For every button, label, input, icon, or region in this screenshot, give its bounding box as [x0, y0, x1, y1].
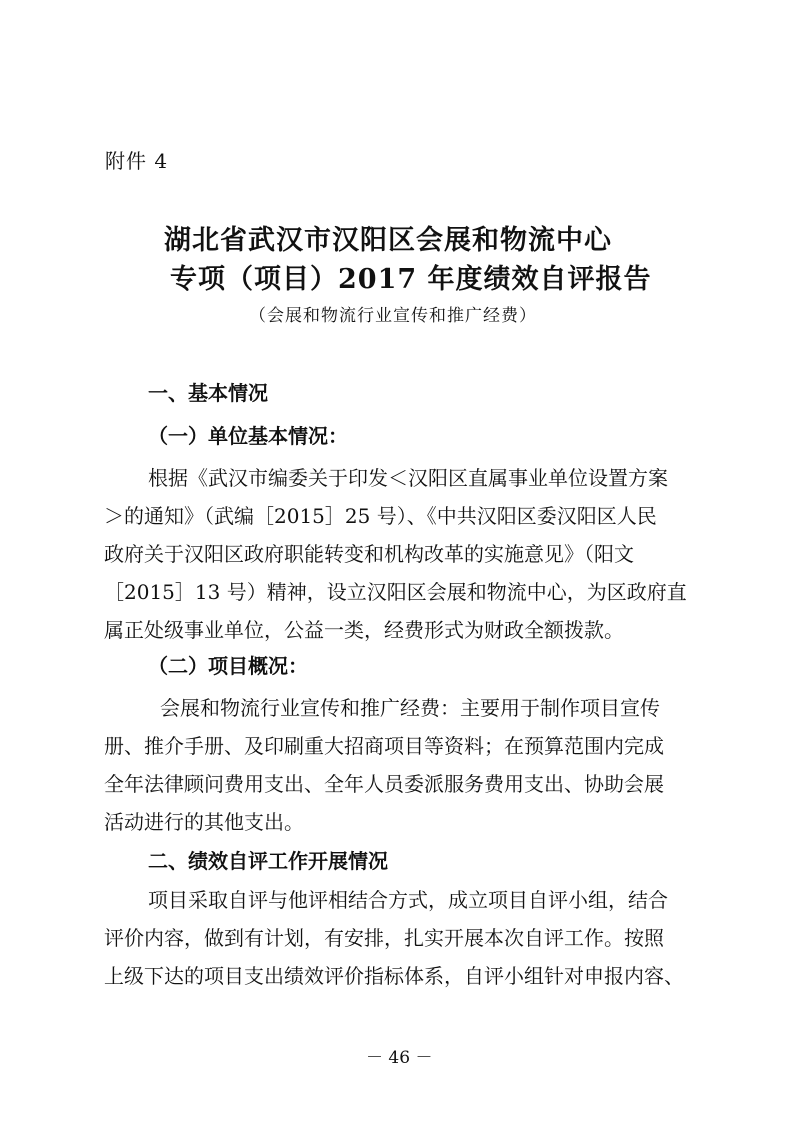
report-title-line1: 湖北省武汉市汉阳区会展和物流中心 — [164, 225, 612, 256]
section1-heading: 一、基本情况 — [148, 381, 268, 405]
body-line: 全年法律顾问费用支出、全年人员委派服务费用支出、协助会展 — [104, 772, 664, 796]
section1-sub1-heading: （一）单位基本情况： — [148, 424, 348, 448]
report-title-line2: 专项（项目）2017 年度绩效自评报告 — [170, 264, 652, 295]
body-line: 根据《武汉市编委关于印发＜汉阳区直属事业单位设置方案 — [148, 466, 668, 490]
body-line: 册、推介手册、及印刷重大招商项目等资料；在预算范围内完成 — [104, 734, 664, 758]
body-line: ［2015］13 号）精神，设立汉阳区会展和物流中心，为区政府直 — [104, 580, 687, 604]
body-line: 会展和物流行业宣传和推广经费：主要用于制作项目宣传 — [160, 696, 660, 720]
body-line: 属正处级事业单位，公益一类，经费形式为财政全额拨款。 — [104, 618, 624, 642]
page-number: － 46 － — [366, 1048, 433, 1068]
section1-sub2-heading: （二）项目概况： — [148, 654, 308, 678]
body-line: 上级下达的项目支出绩效评价指标体系，自评小组针对申报内容、 — [104, 964, 684, 988]
body-line: 项目采取自评与他评相结合方式，成立项目自评小组，结合 — [148, 888, 668, 912]
section2-heading: 二、绩效自评工作开展情况 — [148, 849, 388, 873]
body-line: ＞的通知》（武编［2015］25 号）、《中共汉阳区委汉阳区人民 — [104, 504, 657, 528]
body-line: 评价内容，做到有计划，有安排，扎实开展本次自评工作。按照 — [104, 926, 664, 950]
body-line: 政府关于汉阳区政府职能转变和机构改革的实施意见》（阳文 — [104, 542, 634, 566]
attachment-label: 附件 4 — [105, 149, 169, 173]
body-line: 活动进行的其他支出。 — [104, 810, 304, 834]
report-subtitle: （会展和物流行业宣传和推广经费） — [249, 306, 537, 326]
